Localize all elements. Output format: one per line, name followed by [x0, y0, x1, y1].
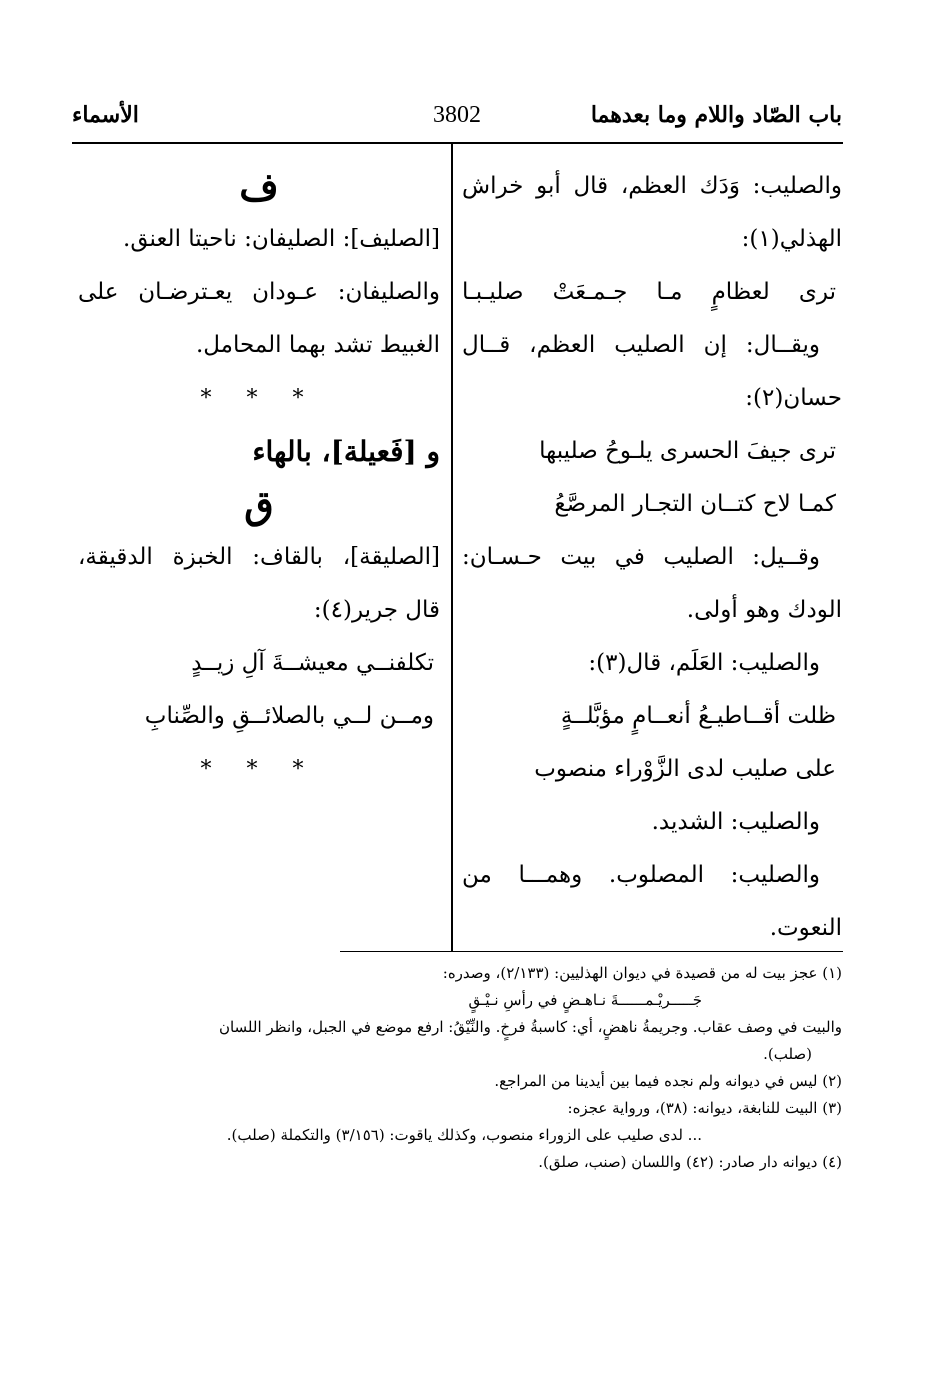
pattern-heading: و [فَعيلة]، بالهاء — [252, 435, 440, 468]
header-rule — [72, 142, 843, 144]
verse-line: كمـا لاح كتــان التجـار المرصَّعُ — [554, 491, 836, 517]
footnote-verse: جَـــــريْـمــــــةَ نـاهـضٍ في رأسِ نـيْـقٍ — [468, 991, 702, 1009]
verse-line: تكلفنــي معيشــةَ آلِ زيــدٍ — [191, 650, 434, 676]
text-line: قال جرير(٤): — [313, 597, 440, 623]
right-column — [462, 160, 842, 955]
verse-line: ومــن لــي بالصلائــقِ والصِّنابِ — [144, 703, 434, 729]
text-line: الودك وهو أولى. — [686, 597, 842, 623]
text-line: والصليب: وَدَك العظم، قال أبو خراش — [462, 173, 842, 199]
letter-heading-qaf: ق — [244, 482, 274, 527]
text-line: والصليب: العَلَم، قال(٣): — [588, 650, 820, 676]
text-line: الغبيط تشد بهما المحامل. — [195, 332, 440, 358]
text-line: والصليفان: عـودان يعـترضـان على — [78, 279, 440, 305]
column-divider — [451, 143, 453, 952]
footnote-verse: ... لدى صليب على الزوراء منصوب، وكذلك ياقوت: (٣/١٥٦) والتكملة (صلب). — [226, 1126, 702, 1144]
section-separator: * * * — [200, 386, 318, 411]
verse-line: ظلت أقــاطيـعُ أنعــامٍ مؤبَّلــةٍ — [560, 703, 836, 729]
footnote: (صلب). — [763, 1045, 812, 1063]
text-line: ويقــال: إن الصليب العظم، قــال — [462, 332, 820, 358]
footnote: (٢) ليس في ديوانه ولم نجده فيما بين أيدينا من المراجع. — [494, 1072, 842, 1090]
footnote-rule — [340, 951, 843, 952]
text-line: والصليب: المصلوب. وهمـــا من — [462, 862, 820, 888]
footnotes — [72, 960, 842, 1176]
verse-line: ترى جيفَ الحسرى يلـوحُ صليبها — [539, 438, 836, 464]
text-line: حسان(٢): — [745, 385, 842, 411]
page-header — [72, 100, 842, 140]
verse-line: ترى لعظامٍ مـا جـمـعَتْ صليـبـا — [462, 279, 836, 305]
section-separator: * * * — [200, 757, 318, 782]
text-line: [الصليقة]، بالقاف: الخبزة الدقيقة، — [78, 544, 440, 570]
section-title: الأسماء — [72, 102, 139, 128]
chapter-title: باب الصّاد واللام وما بعدهما — [590, 102, 842, 128]
verse-line: على صليب لدى الزَّوْراء منصوب — [534, 756, 836, 782]
page-number: 3802 — [433, 102, 481, 128]
text-line: والصليب: الشديد. — [651, 809, 820, 835]
footnote: (٤) ديوانه دار صادر: (٤٢) واللسان (صنب، صلق). — [538, 1153, 842, 1171]
text-line: النعوت. — [769, 915, 842, 941]
footnote: (٣) البيت للنابغة، ديوانه: (٣٨)، ورواية عجزه: — [567, 1099, 842, 1117]
footnote: والبيت في وصف عقاب. وجريمةُ ناهضٍ، أي: كاسبةُ فرخٍ. والنِّيْقُ: ارفع موضع في الجبل، وانظر اللسان — [218, 1018, 842, 1036]
text-line: الهذلي(١): — [741, 226, 842, 252]
text-line: [الصليف]: الصليفان: ناحيتا العنق. — [123, 226, 440, 252]
footnote: (١) عجز بيت له من قصيدة في ديوان الهذليين: (٢/١٣٣)، وصدره: — [442, 964, 842, 982]
letter-heading-fa: ف — [239, 164, 279, 209]
text-line: وقــيل: الصليب في بيت حـسـان: — [462, 544, 820, 570]
left-column — [78, 160, 440, 796]
